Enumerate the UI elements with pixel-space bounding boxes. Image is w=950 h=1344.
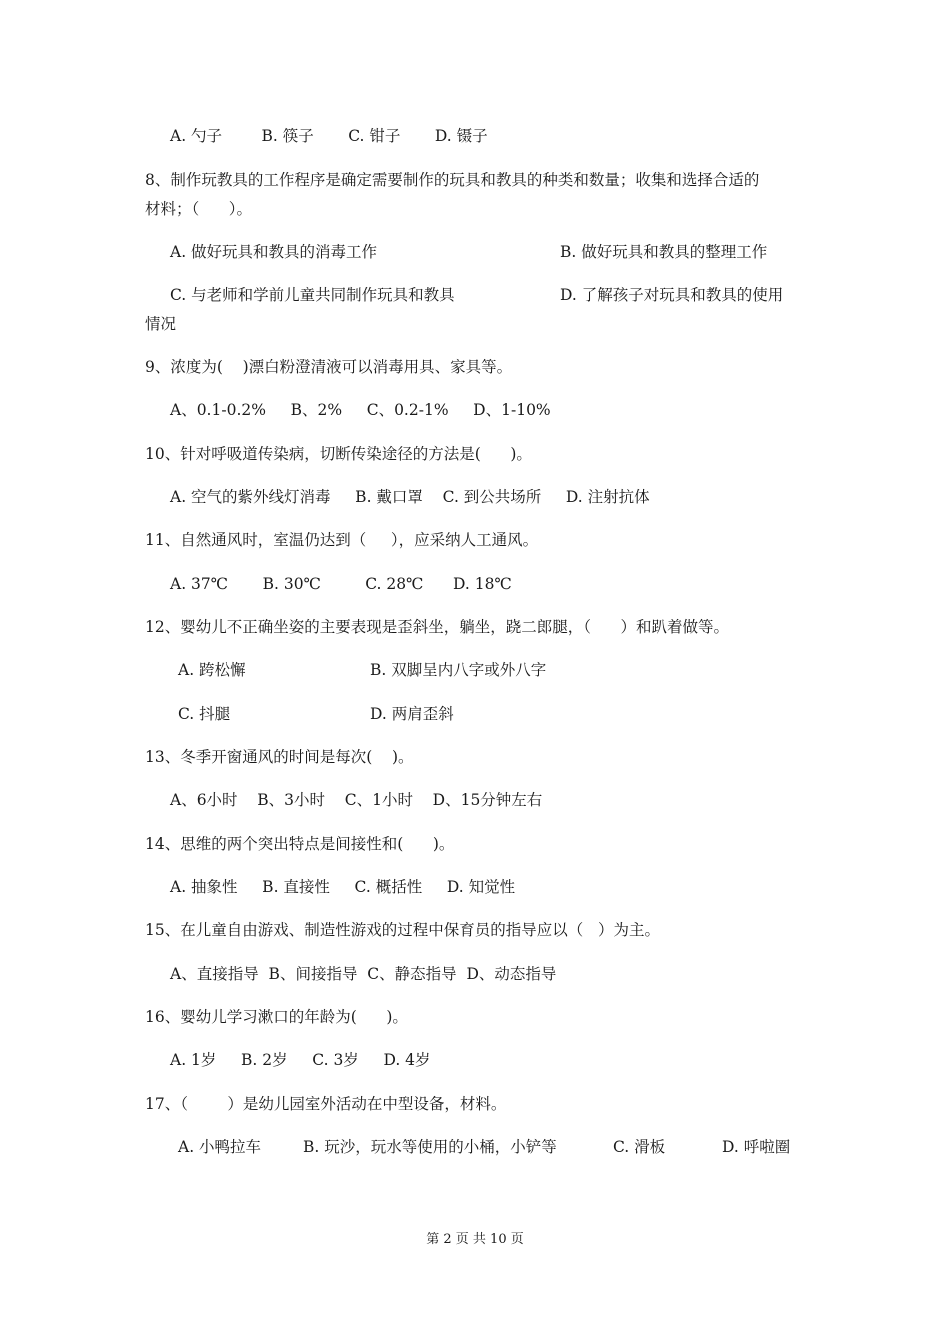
- q8-option-d-cont: 情况: [145, 315, 177, 333]
- q8-stem-line1: 8、制作玩教具的工作程序是确定需要制作的玩具和教具的种类和数量；收集和选择合适的: [145, 171, 760, 189]
- q8-option-c: C. 与老师和学前儿童共同制作玩具和教具: [170, 286, 455, 304]
- q17-option-a: A. 小鸭拉车: [178, 1138, 262, 1156]
- q17-option-c: C. 滑板: [613, 1138, 666, 1156]
- q14-options: A. 抽象性 B. 直接性 C. 概括性 D. 知觉性: [170, 878, 516, 896]
- q10-stem: 10、针对呼吸道传染病，切断传染途径的方法是( )。: [145, 445, 532, 463]
- q10-options: A. 空气的紫外线灯消毒 B. 戴口罩 C. 到公共场所 D. 注射抗体: [170, 488, 650, 506]
- q17-stem: 17、（ ）是幼儿园室外活动在中型设备，材料。: [145, 1095, 507, 1113]
- q17-option-b: B. 玩沙，玩水等使用的小桶，小铲等: [303, 1138, 557, 1156]
- q15-options: A、直接指导 B、间接指导 C、静态指导 D、动态指导: [170, 965, 557, 983]
- q7-options: A. 勺子 B. 筷子 C. 钳子 D. 镊子: [170, 127, 488, 145]
- q13-options: A、6小时 B、3小时 C、1小时 D、15分钟左右: [170, 791, 543, 809]
- q14-stem: 14、思维的两个突出特点是间接性和( )。: [145, 835, 455, 853]
- q12-option-c: C. 抖腿: [178, 705, 231, 723]
- q16-stem: 16、婴幼儿学习漱口的年龄为( )。: [145, 1008, 408, 1026]
- q11-options: A. 37℃ B. 30℃ C. 28℃ D. 18℃: [170, 575, 512, 593]
- page-footer: 第 2 页 共 10 页: [426, 1232, 524, 1247]
- q17-option-d: D. 呼啦圈: [722, 1138, 791, 1156]
- q9-stem: 9、浓度为( )漂白粉澄清液可以消毒用具、家具等。: [145, 358, 513, 376]
- q9-options: A、0.1-0.2% B、2% C、0.2-1% D、1-10%: [170, 401, 551, 419]
- q16-options: A. 1岁 B. 2岁 C. 3岁 D. 4岁: [170, 1051, 431, 1069]
- q12-option-a: A. 跨松懈: [178, 661, 246, 679]
- q13-stem: 13、冬季开窗通风的时间是每次( )。: [145, 748, 414, 766]
- q12-option-d: D. 两肩歪斜: [370, 705, 454, 723]
- q12-option-b: B. 双脚呈内八字或外八字: [370, 661, 547, 679]
- q11-stem: 11、自然通风时，室温仍达到（ ），应采纳人工通风。: [145, 531, 539, 549]
- q8-option-d: D. 了解孩子对玩具和教具的使用: [560, 286, 784, 304]
- q8-option-a: A. 做好玩具和教具的消毒工作: [170, 243, 378, 261]
- q8-stem-line2: 材料；（ ）。: [145, 200, 253, 218]
- q15-stem: 15、在儿童自由游戏、制造性游戏的过程中保育员的指导应以（ ）为主。: [145, 921, 661, 939]
- q12-stem: 12、婴幼儿不正确坐姿的主要表现是歪斜坐，躺坐，跷二郎腿，（ ）和趴着做等。: [145, 618, 730, 636]
- q8-option-b: B. 做好玩具和教具的整理工作: [560, 243, 768, 261]
